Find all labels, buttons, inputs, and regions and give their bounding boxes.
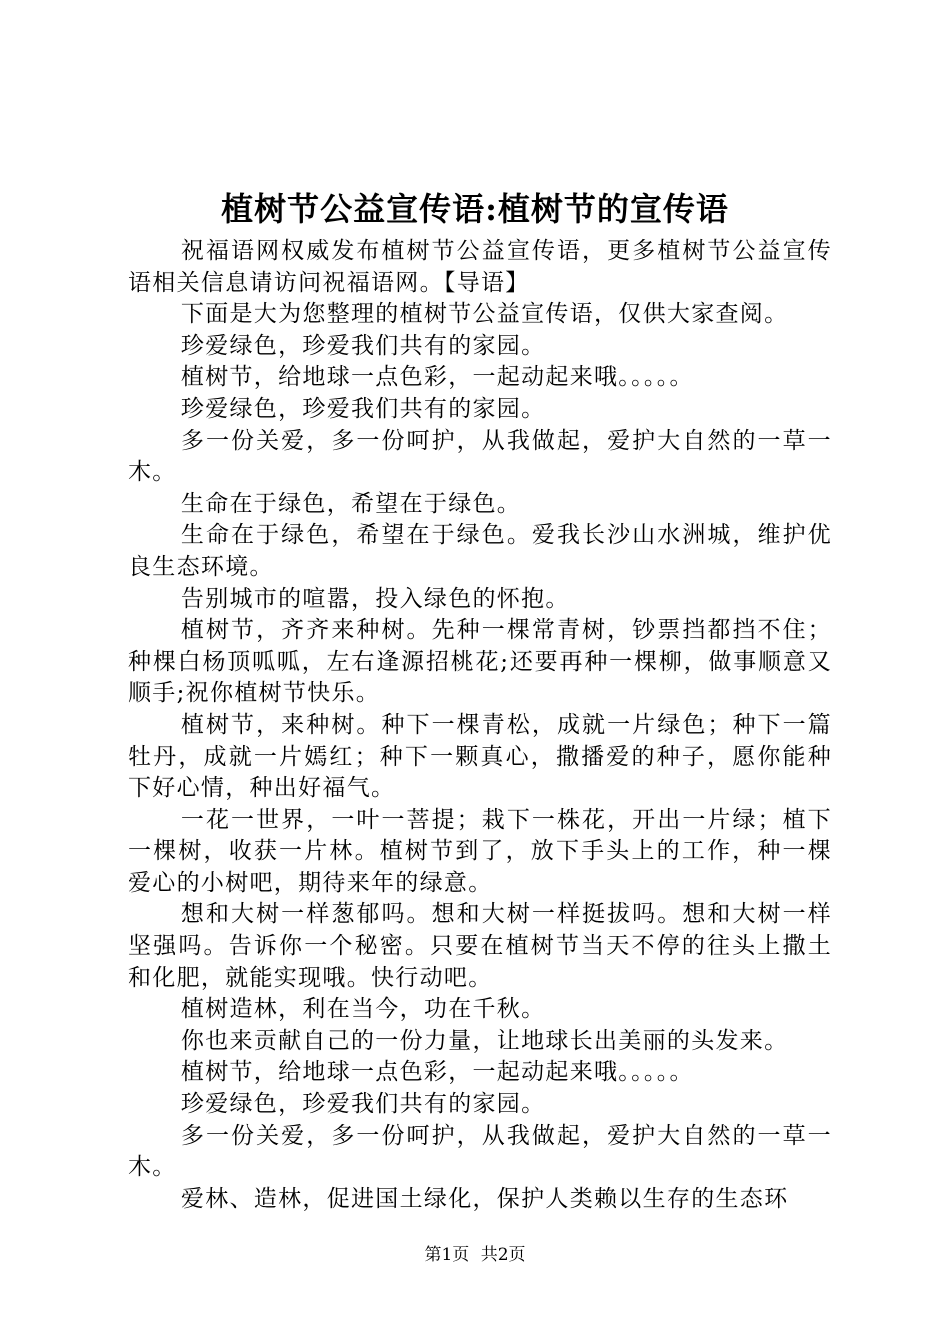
paragraph: 多一份关爱，多一份呵护，从我做起，爱护大自然的一草一木。 — [128, 1122, 832, 1181]
paragraph: 生命在于绿色，希望在于绿色。爱我长沙山水洲城，维护优良生态环境。 — [128, 522, 832, 580]
paragraph: 爱林、造林，促进国土绿化，保护人类赖以生存的生态环 — [180, 1185, 789, 1212]
page-count: 共2页 — [480, 1245, 526, 1265]
paragraph: 你也来贡献自己的一份力量，让地球长出美丽的头发来。 — [180, 1027, 789, 1054]
paragraph: 珍爱绿色，珍爱我们共有的家园。 — [180, 332, 546, 359]
document-body — [128, 236, 832, 1215]
paragraph: 植树节，来种树。种下一棵青松，成就一片绿色；种下一篇牡丹，成就一片嫣红；种下一颗真心，撒播爱的种子，愿你能种下好心情，种出好福气。 — [128, 711, 832, 802]
paragraph: 珍爱绿色，珍爱我们共有的家园。 — [180, 1091, 546, 1118]
page-footer — [0, 1243, 950, 1267]
paragraph: 告别城市的喧嚣，投入绿色的怀抱。 — [180, 585, 570, 612]
paragraph: 植树造林，利在当今，功在千秋。 — [180, 996, 546, 1023]
paragraph: 下面是大为您整理的植树节公益宣传语，仅供大家查阅。 — [180, 301, 789, 328]
paragraph: 植树节，给地球一点色彩，一起动起来哦。。。。。 — [180, 1059, 694, 1086]
paragraph: 多一份关爱，多一份呵护，从我做起，爱护大自然的一草一木。 — [128, 427, 832, 486]
paragraph: 祝福语网权威发布植树节公益宣传语，更多植树节公益宣传语相关信息请访问祝福语网。【导语】 — [128, 238, 832, 296]
page-number: 第1页 — [424, 1245, 470, 1265]
paragraph: 珍爱绿色，珍爱我们共有的家园。 — [180, 395, 546, 422]
paragraph: 一花一世界，一叶一菩提；栽下一株花，开出一片绿；植下一棵树，收获一片林。植树节到了，放下手头上的工作，种一棵爱心的小树吧，期待来年的绿意。 — [128, 806, 832, 896]
paragraph: 植树节，给地球一点色彩，一起动起来哦。。。。。 — [180, 364, 694, 391]
paragraph: 想和大树一样葱郁吗。想和大树一样挺拔吗。想和大树一样坚强吗。告诉你一个秘密。只要在植树节当天不停的往头上撒土和化肥，就能实现哦。快行动吧。 — [128, 901, 832, 991]
page-title: 植树节公益宣传语:植树节的宣传语 — [221, 190, 729, 228]
paragraph: 生命在于绿色，希望在于绿色。 — [180, 490, 522, 517]
paragraph: 植树节，齐齐来种树。先种一棵常青树，钞票挡都挡不住；种棵白杨顶呱呱，左右逢源招桃花;还要再种一棵柳，做事顺意又顺手;祝你植树节快乐。 — [128, 617, 832, 707]
